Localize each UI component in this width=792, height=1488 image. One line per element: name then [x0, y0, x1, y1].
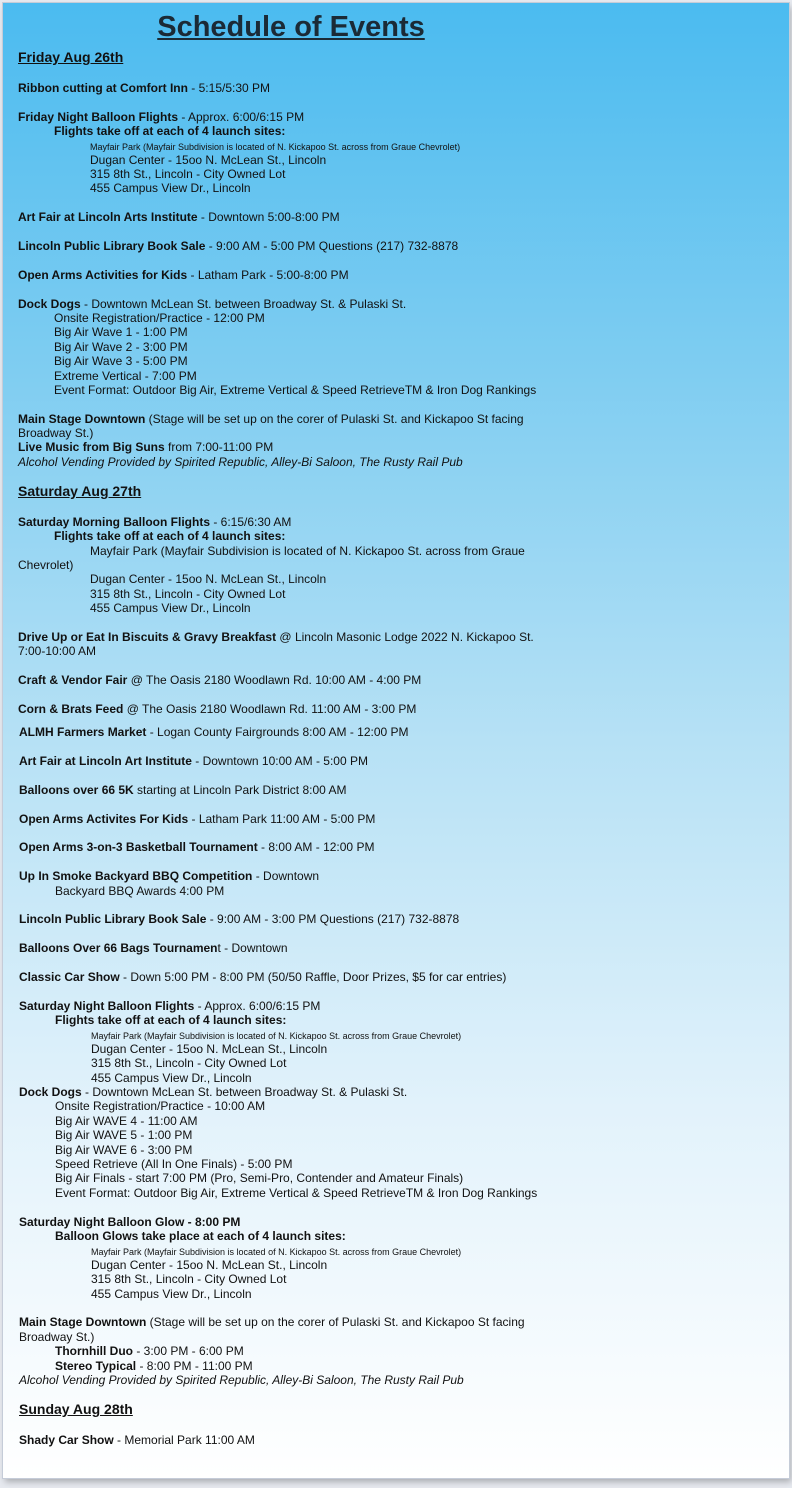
dock-item: Big Air WAVE 4 - 11:00 AM	[55, 1114, 198, 1128]
event-biscuits-gravy-time: 7:00-10:00 AM	[18, 644, 97, 658]
dock-item: Extreme Vertical - 7:00 PM	[54, 369, 197, 383]
event-main-stage-cont: Broadway St.)	[18, 426, 94, 440]
dock-item: Big Air WAVE 5 - 1:00 PM	[55, 1128, 193, 1142]
schedule-page	[3, 3, 789, 1478]
launch-site-8th-st: 315 8th St., Lincoln - City Owned Lot	[91, 1272, 287, 1286]
event-farmers-market: ALMH Farmers Market - Logan County Fairgrounds 8:00 AM - 12:00 PM	[19, 725, 409, 739]
alcohol-vending-note: Alcohol Vending Provided by Spirited Republic, Alley-Bi Saloon, The Rusty Rail Pub	[19, 1373, 464, 1387]
launch-site-mayfair-cont: Chevrolet)	[18, 558, 74, 572]
event-bbq: Up In Smoke Backyard BBQ Competition - Downtown	[19, 869, 320, 883]
day-heading-saturday: Saturday Aug 27th	[18, 483, 142, 499]
launch-site-campus-view: 455 Campus View Dr., Lincoln	[90, 181, 251, 195]
event-dock-dogs: Dock Dogs - Downtown McLean St. between Broadway St. & Pulaski St.	[19, 1085, 408, 1099]
event-friday-balloon-flights: Friday Night Balloon Flights - Approx. 6:00/6:15 PM	[18, 110, 305, 124]
dock-item: Onsite Registration/Practice - 10:00 AM	[55, 1099, 266, 1113]
launch-site-campus-view: 455 Campus View Dr., Lincoln	[91, 1071, 252, 1085]
dock-item: Big Air WAVE 6 - 3:00 PM	[55, 1143, 193, 1157]
event-art-fair: Art Fair at Lincoln Art Institute - Downtown 10:00 AM - 5:00 PM	[19, 754, 368, 768]
page-title: Schedule of Events	[157, 11, 425, 43]
launch-site-mayfair: Mayfair Park (Mayfair Subdivision is located of N. Kickapoo St. across from Graue Chevrolet)	[91, 1031, 462, 1041]
event-open-arms: Open Arms Activities for Kids - Latham Park - 5:00-8:00 PM	[18, 268, 349, 282]
launch-sites-heading: Flights take off at each of 4 launch sites:	[54, 124, 286, 138]
launch-site-8th-st: 315 8th St., Lincoln - City Owned Lot	[91, 1056, 287, 1070]
day-heading-friday: Friday Aug 26th	[18, 49, 124, 65]
alcohol-vending-note: Alcohol Vending Provided by Spirited Republic, Alley-Bi Saloon, The Rusty Rail Pub	[18, 455, 463, 469]
performer-thornhill-duo: Thornhill Duo - 3:00 PM - 6:00 PM	[55, 1344, 244, 1358]
glow-sites-heading: Balloon Glows take place at each of 4 launch sites:	[55, 1229, 346, 1243]
dock-item: Big Air Finals - start 7:00 PM (Pro, Semi-Pro, Contender and Amateur Finals)	[55, 1171, 464, 1185]
event-car-show: Classic Car Show - Down 5:00 PM - 8:00 PM (50/50 Raffle, Door Prizes, $5 for car entries)	[19, 970, 507, 984]
launch-sites-heading: Flights take off at each of 4 launch sites:	[55, 1013, 287, 1027]
launch-site-campus-view: 455 Campus View Dr., Lincoln	[91, 1287, 252, 1301]
dock-item: Big Air Wave 3 - 5:00 PM	[54, 354, 188, 368]
launch-site-8th-st: 315 8th St., Lincoln - City Owned Lot	[90, 587, 286, 601]
event-main-stage: Main Stage Downtown (Stage will be set up on the corer of Pulaski St. and Kickapoo St facing	[18, 412, 524, 426]
day-heading-sunday: Sunday Aug 28th	[19, 1401, 133, 1417]
event-open-arms: Open Arms Activites For Kids - Latham Park 11:00 AM - 5:00 PM	[19, 812, 376, 826]
event-corn-brats: Corn & Brats Feed @ The Oasis 2180 Woodlawn Rd. 11:00 AM - 3:00 PM	[18, 702, 417, 716]
event-craft-vendor-fair: Craft & Vendor Fair @ The Oasis 2180 Woodlawn Rd. 10:00 AM - 4:00 PM	[18, 673, 422, 687]
launch-site-mayfair: Mayfair Park (Mayfair Subdivision is located of N. Kickapoo St. across from Graue Chevrolet)	[91, 1247, 462, 1257]
launch-site-dugan: Dugan Center - 15oo N. McLean St., Lincoln	[91, 1258, 328, 1272]
dock-item: Event Format: Outdoor Big Air, Extreme Vertical & Speed RetrieveTM & Iron Dog Rankings	[55, 1186, 538, 1200]
event-dock-dogs: Dock Dogs - Downtown McLean St. between Broadway St. & Pulaski St.	[18, 297, 407, 311]
event-5k: Balloons over 66 5K starting at Lincoln Park District 8:00 AM	[19, 783, 347, 797]
dock-item: Big Air Wave 1 - 1:00 PM	[54, 325, 188, 339]
dock-item: Big Air Wave 2 - 3:00 PM	[54, 340, 188, 354]
launch-site-mayfair: Mayfair Park (Mayfair Subdivision is located of N. Kickapoo St. across from Graue	[90, 544, 525, 558]
event-shady-car-show: Shady Car Show - Memorial Park 11:00 AM	[19, 1433, 255, 1447]
launch-site-8th-st: 315 8th St., Lincoln - City Owned Lot	[90, 167, 286, 181]
event-basketball: Open Arms 3-on-3 Basketball Tournament - 8:00 AM - 12:00 PM	[19, 840, 375, 854]
event-art-fair: Art Fair at Lincoln Arts Institute - Downtown 5:00-8:00 PM	[18, 210, 340, 224]
launch-site-campus-view: 455 Campus View Dr., Lincoln	[90, 601, 251, 615]
event-ribbon-cutting: Ribbon cutting at Comfort Inn - 5:15/5:30 PM	[18, 81, 271, 95]
launch-site-dugan: Dugan Center - 15oo N. McLean St., Lincoln	[90, 572, 327, 586]
event-main-stage-cont: Broadway St.)	[19, 1330, 95, 1344]
performer-stereo-typical: Stereo Typical - 8:00 PM - 11:00 PM	[55, 1359, 253, 1373]
event-biscuits-gravy: Drive Up or Eat In Biscuits & Gravy Breakfast @ Lincoln Masonic Lodge 2022 N. Kickapoo St.	[18, 630, 534, 644]
launch-site-dugan: Dugan Center - 15oo N. McLean St., Lincoln	[91, 1042, 328, 1056]
event-bags-tournament: Balloons Over 66 Bags Tournament - Downtown	[19, 941, 288, 955]
launch-sites-heading: Flights take off at each of 4 launch sites:	[54, 529, 286, 543]
event-main-stage: Main Stage Downtown (Stage will be set up on the corer of Pulaski St. and Kickapoo St facing	[19, 1315, 525, 1329]
dock-item: Speed Retrieve (All In One Finals) - 5:00 PM	[55, 1157, 293, 1171]
event-bbq-awards: Backyard BBQ Awards 4:00 PM	[55, 884, 225, 898]
launch-site-mayfair: Mayfair Park (Mayfair Subdivision is located of N. Kickapoo St. across from Graue Chevrolet)	[90, 142, 461, 152]
event-saturday-balloon-flights: Saturday Morning Balloon Flights - 6:15/6:30 AM	[18, 515, 292, 529]
event-library-book-sale: Lincoln Public Library Book Sale - 9:00 AM - 5:00 PM Questions (217) 732-8878	[18, 239, 459, 253]
event-library-book-sale: Lincoln Public Library Book Sale - 9:00 AM - 3:00 PM Questions (217) 732-8878	[19, 912, 460, 926]
event-live-music: Live Music from Big Suns from 7:00-11:00 PM	[18, 440, 274, 454]
event-saturday-night-flights: Saturday Night Balloon Flights - Approx. 6:00/6:15 PM	[19, 999, 321, 1013]
event-balloon-glow: Saturday Night Balloon Glow - 8:00 PM	[19, 1215, 241, 1229]
launch-site-dugan: Dugan Center - 15oo N. McLean St., Lincoln	[90, 153, 327, 167]
dock-item: Event Format: Outdoor Big Air, Extreme Vertical & Speed RetrieveTM & Iron Dog Rankings	[54, 383, 537, 397]
dock-item: Onsite Registration/Practice - 12:00 PM	[54, 311, 265, 325]
